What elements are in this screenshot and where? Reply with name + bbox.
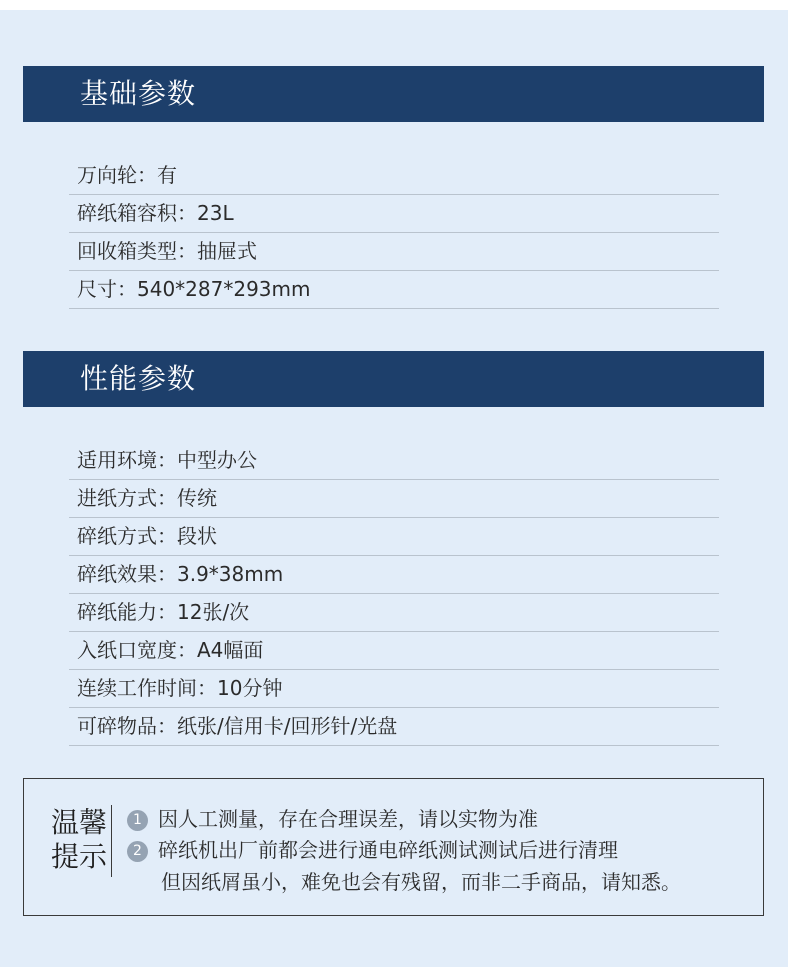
spec-row [69,594,719,632]
spec-row [69,556,719,594]
spec-text: 回收箱类型：抽屉式 [77,239,257,263]
spec-row [69,157,719,195]
notice-box [23,778,764,916]
spec-row [69,195,719,233]
notice-title [46,806,112,874]
tip-text: 因人工测量，存在合理误差，请以实物为准 [158,807,538,831]
spec-text: 进纸方式：传统 [77,486,217,510]
spec-row [69,670,719,708]
spec-row [69,271,719,309]
spec-list-basic [69,157,719,309]
tip-text: 碎纸机出厂前都会进行通电碎纸测试测试后进行清理 [158,838,618,862]
spec-row [69,233,719,271]
section-header-performance: 性能参数 [23,351,764,407]
tip-number-badge: 2 [127,841,148,862]
spec-row [69,632,719,670]
spec-text: 碎纸效果：3.9*38mm [77,562,284,586]
spec-row [69,480,719,518]
spec-text: 可碎物品：纸张/信用卡/回形针/光盘 [77,714,398,738]
spec-text: 碎纸方式：段状 [77,524,217,548]
spec-text: 碎纸能力：12张/次 [77,600,250,624]
spec-row [69,518,719,556]
spec-text: 尺寸：540*287*293mm [77,277,311,301]
spec-list-performance [69,442,719,746]
spec-text: 入纸口宽度：A4幅面 [77,638,264,662]
notice-title-line: 提示 [50,840,107,873]
section-header-basic: 基础参数 [23,66,764,122]
spec-text: 碎纸箱容积：23L [77,201,234,225]
spec-text: 连续工作时间：10分钟 [77,676,283,700]
spec-text: 万向轮：有 [77,163,177,187]
tip-item-1 [127,804,538,834]
spec-row [69,442,719,480]
spec-row [69,708,719,746]
spec-text: 适用环境：中型办公 [77,448,257,472]
notice-title-line: 温馨 [50,806,107,839]
tip-item-2 [127,835,618,865]
tip-number-badge: 1 [127,810,148,831]
notice-divider [111,805,112,877]
tip-text-continued: 但因纸屑虽小，难免也会有残留，而非二手商品，请知悉。 [161,870,681,894]
